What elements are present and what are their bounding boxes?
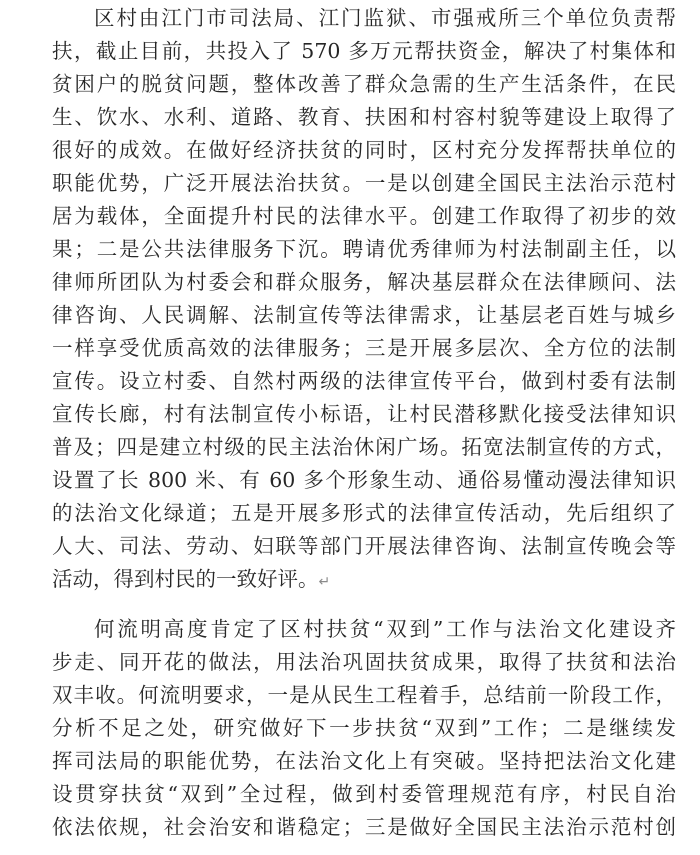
- paragraph-1-line-14: 普及；四是建立村级的民主法治休闲广场。拓宽法制宣传的方式，: [52, 435, 676, 459]
- paragraph-1-line-3: 贫困户的脱贫问题，整体改善了群众急需的生产生活条件，在民: [52, 72, 676, 96]
- paragraph-2-line-2: 步走、同开花的做法，用法治巩固扶贫成果，取得了扶贫和法治: [52, 650, 676, 674]
- paragraph-1-line-12: 宣传。设立村委、自然村两级的法律宣传平台，做到村委有法制: [52, 369, 676, 393]
- paragraph-2-line-6: 设贯穿扶贫“双到”全过程，做到村委管理规范有序，村民自治: [52, 782, 676, 806]
- paragraph-1-line-17: 人大、司法、劳动、妇联等部门开展法律咨询、法制宣传晚会等: [52, 534, 676, 558]
- paragraph-1-line-2: 扶，截止目前，共投入了 570 多万元帮扶资金，解决了村集体和: [52, 39, 676, 63]
- paragraph-1-line-9: 律师所团队为村委会和群众服务，解决基层群众在法律顾问、法: [52, 270, 676, 294]
- paragraph-1-line-1: 区村由江门市司法局、江门监狱、市强戒所三个单位负责帮: [94, 6, 676, 30]
- paragraph-1-line-8: 果；二是公共法律服务下沉。聘请优秀律师为村法制副主任，以: [52, 237, 676, 261]
- paragraph-return-icon: ↵: [318, 574, 331, 590]
- paragraph-1-line-6: 职能优势，广泛开展法治扶贫。一是以创建全国民主法治示范村: [52, 171, 676, 195]
- paragraph-1-line-13: 宣传长廊，村有法制宣传小标语，让村民潜移默化接受法律知识: [52, 402, 676, 426]
- paragraph-2-line-7: 依法依规，社会治安和谐稳定；三是做好全国民主法治示范村创: [52, 815, 676, 839]
- paragraph-2-line-3: 双丰收。何流明要求，一是从民生工程着手，总结前一阶段工作，: [52, 683, 676, 707]
- paragraph-1-line-16: 的法治文化绿道；五是开展多形式的法律宣传活动，先后组织了: [52, 501, 676, 525]
- paragraph-2-line-4: 分析不足之处，研究做好下一步扶贫“双到”工作；二是继续发: [52, 716, 676, 740]
- paragraph-1-line-4: 生、饮水、水利、道路、教育、扶困和村容村貌等建设上取得了: [52, 105, 676, 129]
- paragraph-2-line-1: 何流明高度肯定了区村扶贫“双到”工作与法治文化建设齐: [94, 617, 676, 641]
- paragraph-1-line-7: 居为载体，全面提升村民的法律水平。创建工作取得了初步的效: [52, 204, 676, 228]
- paragraph-1-line-18-text: 活动，得到村民的一致好评。: [52, 567, 319, 591]
- paragraph-1-line-15: 设置了长 800 米、有 60 多个形象生动、通俗易懂动漫法律知识: [52, 468, 676, 492]
- paragraph-1-line-18: [52, 563, 676, 596]
- paragraph-1-line-5: 很好的成效。在做好经济扶贫的同时，区村充分发挥帮扶单位的: [52, 138, 676, 162]
- paragraph-1-line-11: 一样享受优质高效的法律服务；三是开展多层次、全方位的法制: [52, 336, 676, 360]
- paragraph-1-line-10: 律咨询、人民调解、法制宣传等法律需求，让基层老百姓与城乡: [52, 303, 676, 327]
- paragraph-2-line-5: 挥司法局的职能优势，在法治文化上有突破。坚持把法治文化建: [52, 749, 676, 773]
